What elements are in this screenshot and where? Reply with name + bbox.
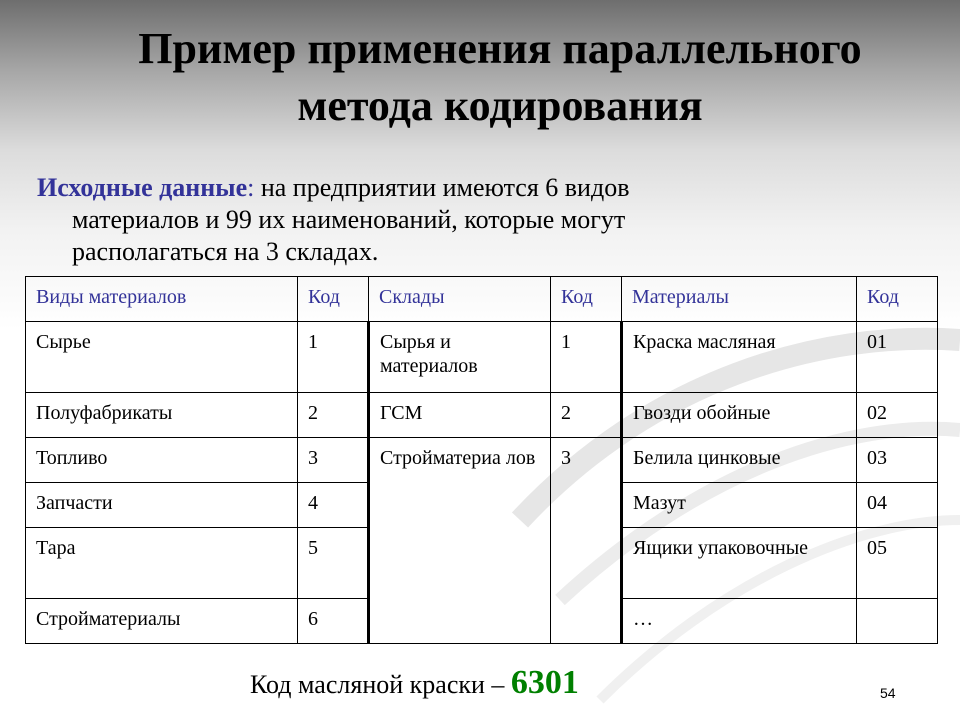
coding-table	[25, 276, 938, 644]
table-cell: 2	[298, 393, 369, 438]
title-line-1: Пример применения параллельного	[138, 24, 862, 73]
table-cell: 01	[857, 322, 938, 393]
page-number: 54	[880, 685, 896, 701]
table-cell: Гвозди обойные	[622, 393, 857, 438]
table-cell: Стройматериа лов	[369, 438, 551, 644]
slide-title	[40, 20, 960, 134]
title-line-2: метода кодирования	[297, 81, 703, 130]
table-cell: Сырье	[26, 322, 298, 393]
table-row	[26, 438, 938, 483]
table-cell: 05	[857, 528, 938, 599]
table-cell: 04	[857, 483, 938, 528]
header-material-types: Виды материалов	[26, 277, 298, 322]
header-code-3: Код	[857, 277, 938, 322]
table-cell: Ящики упаковочные	[622, 528, 857, 599]
table-cell: Белила цинковые	[622, 438, 857, 483]
table-cell: ГСМ	[369, 393, 551, 438]
intro-lead: Исходные данные	[37, 173, 248, 202]
intro-line-1: на предприятии имеются 6 видов	[254, 173, 630, 202]
header-code-1: Код	[298, 277, 369, 322]
table-cell	[857, 599, 938, 644]
intro-line-3: располагаться на 3 складах.	[72, 237, 379, 266]
table-cell: 2	[551, 393, 622, 438]
intro-colon: :	[247, 173, 255, 202]
table-row	[26, 393, 938, 438]
header-code-2: Код	[551, 277, 622, 322]
table-cell: Запчасти	[26, 483, 298, 528]
table-cell: 1	[551, 322, 622, 393]
table-cell: Стройматериалы	[26, 599, 298, 644]
intro-line-2: материалов и 99 их наименований, которые могут	[72, 205, 626, 234]
table-cell: Тара	[26, 528, 298, 599]
table-cell: …	[622, 599, 857, 644]
header-materials: Материалы	[622, 277, 857, 322]
header-warehouses: Склады	[369, 277, 551, 322]
table-cell: 3	[298, 438, 369, 483]
table-cell: 5	[298, 528, 369, 599]
table-cell: 4	[298, 483, 369, 528]
table-cell: Мазут	[622, 483, 857, 528]
table-cell: 6	[298, 599, 369, 644]
table-header-row	[26, 277, 938, 322]
result-label: Код масляной краски –	[250, 670, 511, 699]
table-cell: Полуфабрикаты	[26, 393, 298, 438]
result-value: 6301	[510, 664, 579, 701]
table-cell: Краска масляная	[622, 322, 857, 393]
table-cell: 02	[857, 393, 938, 438]
table-cell: Топливо	[26, 438, 298, 483]
table-cell: 03	[857, 438, 938, 483]
result-line	[250, 664, 579, 702]
table-cell: Сырья и материалов	[369, 322, 551, 393]
table-cell: 3	[551, 438, 622, 644]
table-cell: 1	[298, 322, 369, 393]
table-row	[26, 322, 938, 393]
intro-paragraph	[37, 172, 797, 268]
